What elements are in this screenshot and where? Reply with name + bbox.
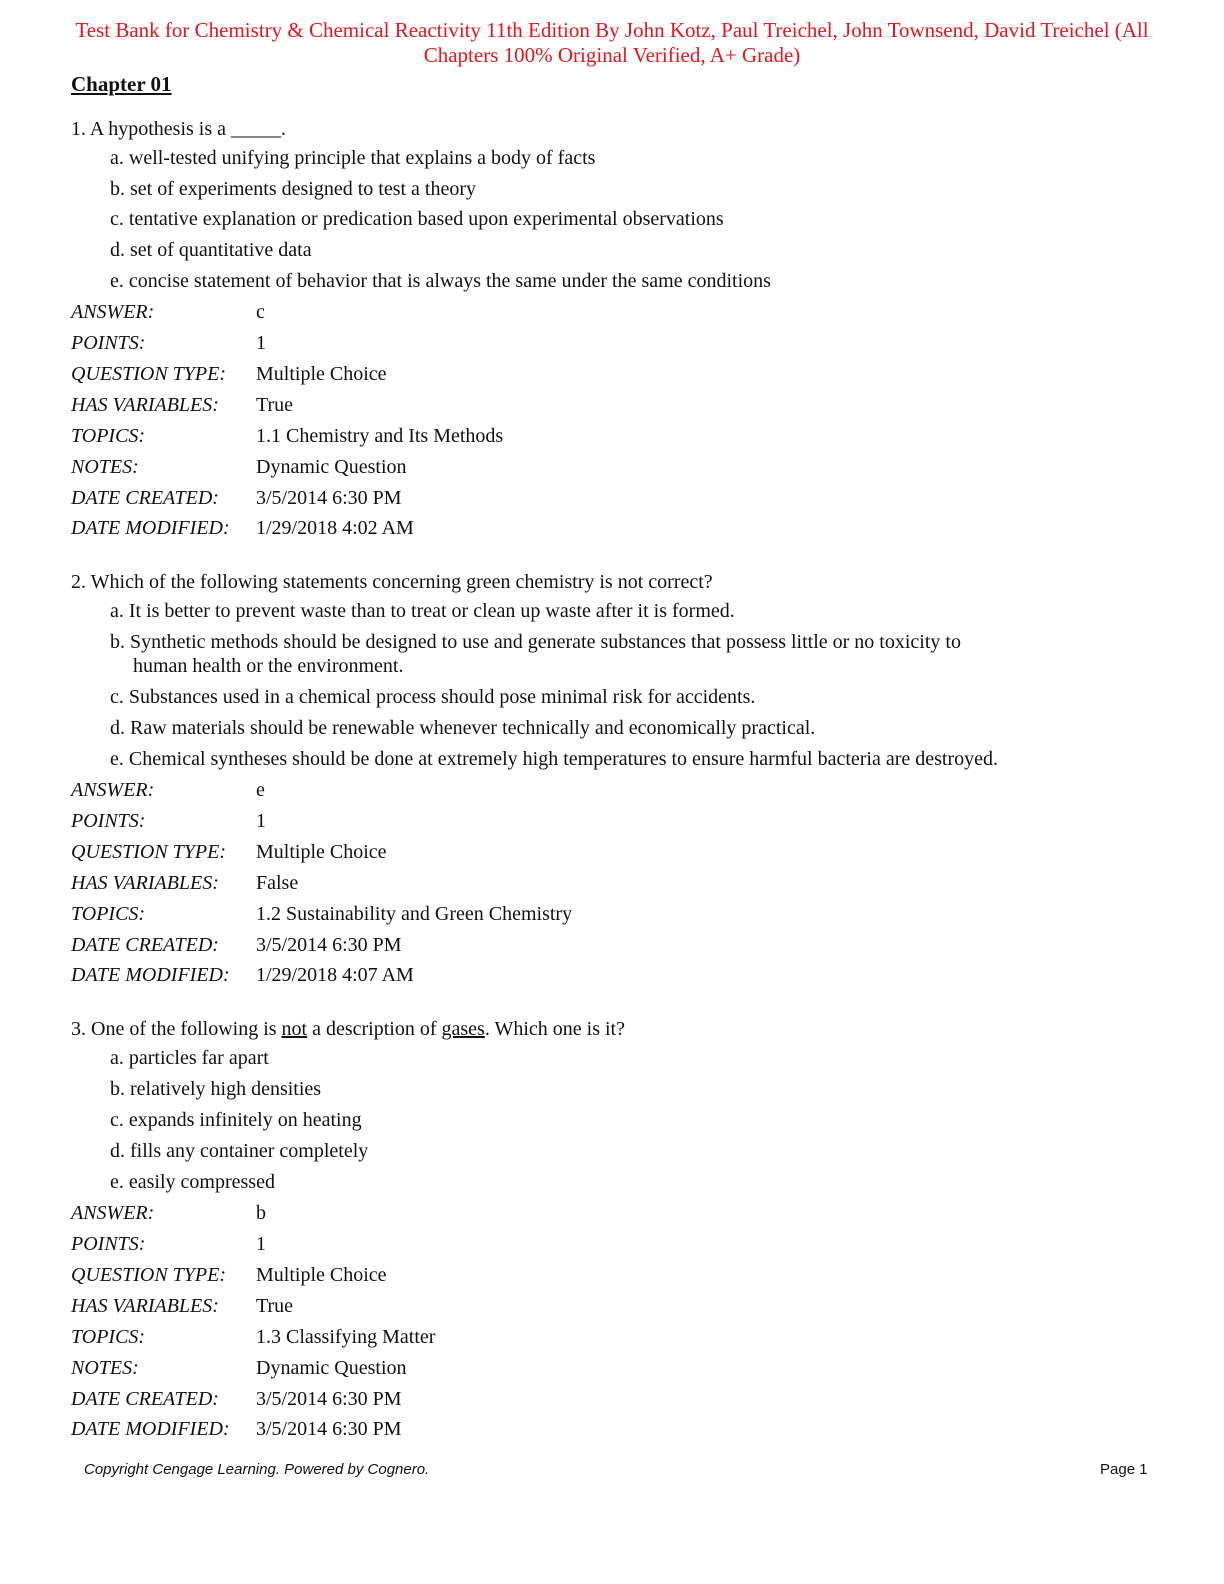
has-variables-label: HAS VARIABLES: <box>71 394 219 416</box>
stem-part: . Which one is it? <box>484 1018 625 1040</box>
has-variables-value: False <box>256 872 299 894</box>
notes-label: NOTES: <box>71 1357 139 1379</box>
topics-value: 1.1 Chemistry and Its Methods <box>256 425 504 447</box>
has-variables-value: True <box>256 1295 294 1317</box>
points-value: 1 <box>256 332 266 354</box>
date-modified-label: DATE MODIFIED: <box>71 964 230 986</box>
points-label: POINTS: <box>71 332 146 354</box>
question-type-value: Multiple Choice <box>256 363 387 385</box>
date-created-value: 3/5/2014 6:30 PM <box>256 1388 402 1410</box>
date-created-value: 3/5/2014 6:30 PM <box>256 934 402 956</box>
date-created-value: 3/5/2014 6:30 PM <box>256 487 402 509</box>
question-stem: 2. Which of the following statements concerning green chemistry is not correct? <box>71 571 713 593</box>
footer-copyright: Copyright Cengage Learning. Powered by Cognero. <box>84 1461 430 1478</box>
date-created-label: DATE CREATED: <box>71 1388 219 1410</box>
date-modified-label: DATE MODIFIED: <box>71 1418 230 1440</box>
option-b: b. Synthetic methods should be designed to use and generate substances that possess little or no toxicity to <box>110 631 961 653</box>
stem-underlined-not: not <box>281 1018 308 1040</box>
question-type-label: QUESTION TYPE: <box>71 841 227 863</box>
topics-value: 1.3 Classifying Matter <box>256 1326 436 1348</box>
option-c: c. tentative explanation or predication based upon experimental observations <box>110 208 724 230</box>
has-variables-label: HAS VARIABLES: <box>71 1295 219 1317</box>
points-value: 1 <box>256 810 266 832</box>
answer-label: ANSWER: <box>71 779 155 801</box>
question-type-label: QUESTION TYPE: <box>71 1264 227 1286</box>
option-d: d. set of quantitative data <box>110 239 312 261</box>
option-d: d. Raw materials should be renewable whenever technically and economically practical. <box>110 717 816 739</box>
points-label: POINTS: <box>71 1233 146 1255</box>
answer-value: b <box>256 1202 266 1224</box>
notes-value: Dynamic Question <box>256 1357 407 1379</box>
option-e: e. easily compressed <box>110 1171 275 1193</box>
points-value: 1 <box>256 1233 266 1255</box>
option-b-continued: human health or the environment. <box>133 655 404 677</box>
points-label: POINTS: <box>71 810 146 832</box>
has-variables-label: HAS VARIABLES: <box>71 872 219 894</box>
answer-value: c <box>256 301 265 323</box>
answer-value: e <box>256 779 265 801</box>
document-header: Test Bank for Chemistry & Chemical Reactivity 11th Edition By John Kotz, Paul Treichel, John Townsend, David Treichel (All Chapters 100% Original Verified, A+ Grade) <box>75 18 1149 67</box>
date-created-label: DATE CREATED: <box>71 487 219 509</box>
option-b: b. set of experiments designed to test a theory <box>110 178 477 200</box>
stem-part: 3. One of the following is <box>71 1018 282 1040</box>
question-type-value: Multiple Choice <box>256 841 387 863</box>
option-e: e. Chemical syntheses should be done at extremely high temperatures to ensure harmful bacteria are destroyed. <box>110 748 999 770</box>
option-b: b. relatively high densities <box>110 1078 322 1100</box>
topics-label: TOPICS: <box>71 425 146 447</box>
stem-part: a description of <box>307 1018 442 1040</box>
question-stem <box>71 1017 625 1041</box>
option-e: e. concise statement of behavior that is always the same under the same conditions <box>110 270 771 292</box>
option-a: a. particles far apart <box>110 1047 269 1069</box>
option-c: c. Substances used in a chemical process should pose minimal risk for accidents. <box>110 686 756 708</box>
notes-label: NOTES: <box>71 456 139 478</box>
chapter-title: Chapter 01 <box>71 72 172 96</box>
option-d: d. fills any container completely <box>110 1140 369 1162</box>
topics-label: TOPICS: <box>71 1326 146 1348</box>
date-modified-value: 1/29/2018 4:07 AM <box>256 964 414 986</box>
date-modified-value: 3/5/2014 6:30 PM <box>256 1418 402 1440</box>
question-stem: 1. A hypothesis is a _____. <box>71 118 287 140</box>
date-created-label: DATE CREATED: <box>71 934 219 956</box>
option-a: a. It is better to prevent waste than to treat or clean up waste after it is formed. <box>110 600 735 622</box>
option-a: a. well-tested unifying principle that explains a body of facts <box>110 147 596 169</box>
topics-label: TOPICS: <box>71 903 146 925</box>
date-modified-value: 1/29/2018 4:02 AM <box>256 517 414 539</box>
has-variables-value: True <box>256 394 294 416</box>
notes-value: Dynamic Question <box>256 456 407 478</box>
footer-page-number: Page 1 <box>1100 1461 1148 1478</box>
topics-value: 1.2 Sustainability and Green Chemistry <box>256 903 573 925</box>
date-modified-label: DATE MODIFIED: <box>71 517 230 539</box>
stem-underlined-gases: gases <box>441 1018 485 1040</box>
option-c: c. expands infinitely on heating <box>110 1109 362 1131</box>
answer-label: ANSWER: <box>71 1202 155 1224</box>
question-type-value: Multiple Choice <box>256 1264 387 1286</box>
question-type-label: QUESTION TYPE: <box>71 363 227 385</box>
answer-label: ANSWER: <box>71 301 155 323</box>
